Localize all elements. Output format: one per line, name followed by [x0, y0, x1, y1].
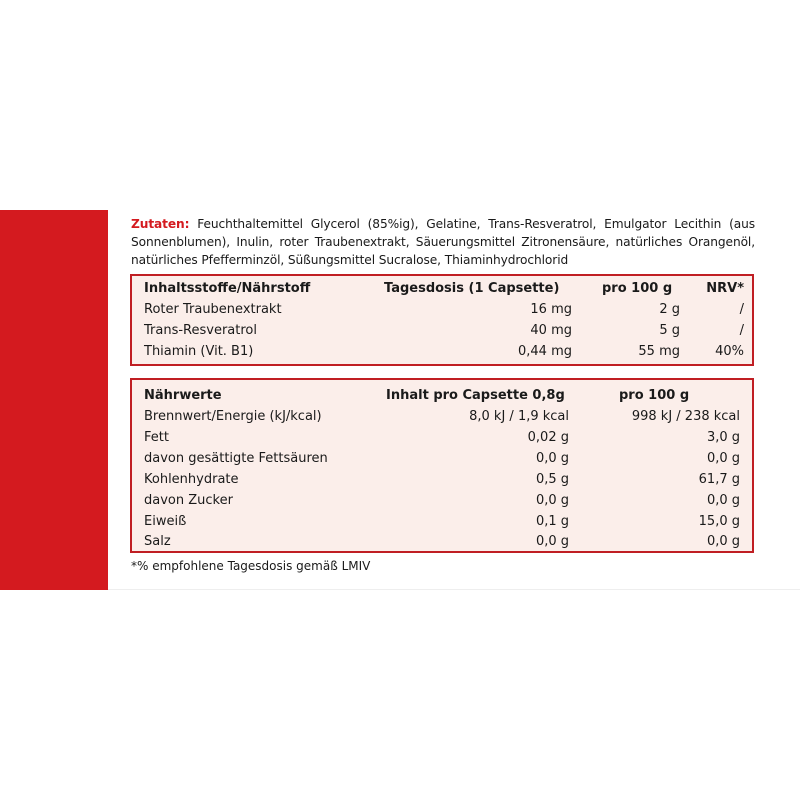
header-per-capsette: Inhalt pro Capsette 0,8g — [386, 388, 565, 403]
ingredients-table — [130, 274, 754, 366]
ingredients-text — [131, 215, 755, 269]
cell-name: Trans-Resveratrol — [144, 323, 257, 338]
cell-nrv: 40% — [715, 344, 744, 359]
table-row — [132, 300, 752, 320]
table-row — [132, 428, 752, 448]
cell-name: davon gesättigte Fettsäuren — [144, 451, 328, 466]
cell-name: Kohlenhydrate — [144, 472, 239, 487]
header-ingredient: Inhaltsstoffe/Nährstoff — [144, 281, 311, 296]
cell-name: Thiamin (Vit. B1) — [144, 344, 254, 359]
cell-daily-dose: 16 mg — [530, 302, 572, 317]
cell-nrv: / — [739, 302, 744, 317]
cell-per-100g: 0,0 g — [706, 534, 740, 549]
cell-per-capsette: 0,5 g — [535, 472, 569, 487]
table-row — [132, 532, 752, 552]
footnote: *% empfohlene Tagesdosis gemäß LMIV — [131, 559, 371, 573]
header-daily-dose: Tagesdosis (1 Capsette) — [384, 281, 560, 296]
header-nutrients: Nährwerte — [144, 388, 222, 403]
cell-per-100g: 2 g — [659, 302, 680, 317]
cell-name: Roter Traubenextrakt — [144, 302, 282, 317]
cell-name: Fett — [144, 430, 169, 445]
cell-per-capsette: 0,0 g — [535, 493, 569, 508]
cell-per-capsette: 0,1 g — [535, 514, 569, 529]
red-side-bar — [0, 210, 108, 590]
table-row — [132, 342, 752, 362]
ingredients-label: Zutaten: — [131, 217, 190, 231]
cell-daily-dose: 40 mg — [530, 323, 572, 338]
cell-per-100g: 5 g — [659, 323, 680, 338]
cell-daily-dose: 0,44 mg — [518, 344, 572, 359]
cell-per-100g: 55 mg — [638, 344, 680, 359]
cell-per-capsette: 8,0 kJ / 1,9 kcal — [469, 409, 569, 424]
cell-per-capsette: 0,0 g — [535, 451, 569, 466]
cell-per-capsette: 0,02 g — [527, 430, 569, 445]
table-row — [132, 470, 752, 490]
table-header-row — [132, 386, 752, 406]
cell-per-100g: 998 kJ / 238 kcal — [631, 409, 740, 424]
header-per-100g: pro 100 g — [602, 281, 673, 296]
cell-name: Eiweiß — [144, 514, 187, 529]
ingredients-list: Feuchthaltemittel Glycerol (85%ig), Gelatine, Trans-Resveratrol, Emulgator Lecithin (aus Sonnenblumen), Inulin, roter Traubenextrakt, Säuerungsmittel Zitronensäure, natürliches Orangenöl, natürliches Pfefferminzöl, Süßungsmittel Sucralose, Thiaminhydrochlorid — [131, 217, 755, 267]
nutrition-table — [130, 378, 754, 553]
table-row — [132, 321, 752, 341]
table-row — [132, 491, 752, 511]
table-header-row — [132, 279, 752, 299]
cell-name: Salz — [144, 534, 171, 549]
table-row — [132, 449, 752, 469]
cell-per-100g: 0,0 g — [706, 451, 740, 466]
header-per-100g: pro 100 g — [619, 388, 690, 403]
cell-per-100g: 15,0 g — [698, 514, 740, 529]
cell-per-100g: 0,0 g — [706, 493, 740, 508]
header-nrv: NRV* — [706, 281, 744, 296]
cell-per-100g: 61,7 g — [698, 472, 740, 487]
table-row — [132, 407, 752, 427]
table-row — [132, 512, 752, 532]
cell-nrv: / — [739, 323, 744, 338]
cell-per-100g: 3,0 g — [706, 430, 740, 445]
cell-per-capsette: 0,0 g — [535, 534, 569, 549]
panel-divider — [108, 589, 800, 590]
cell-name: davon Zucker — [144, 493, 233, 508]
cell-name: Brennwert/Energie (kJ/kcal) — [144, 409, 322, 424]
